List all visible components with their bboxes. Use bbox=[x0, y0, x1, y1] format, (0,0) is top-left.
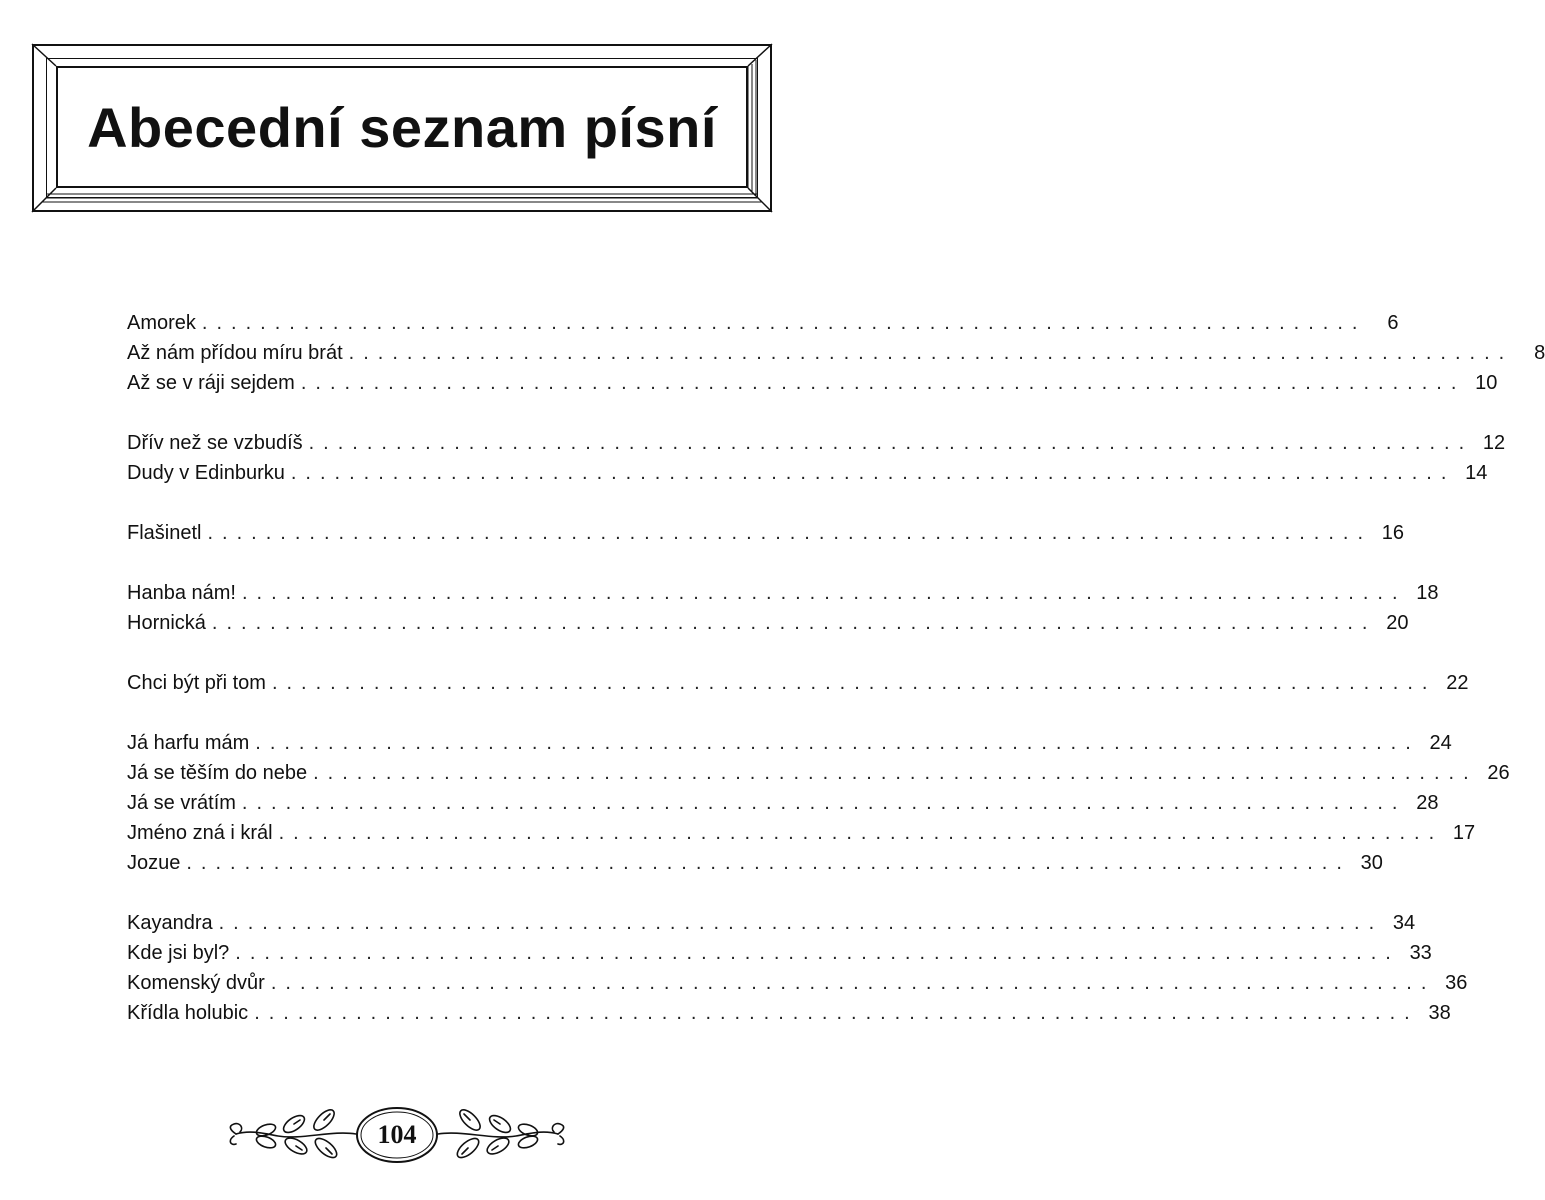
toc-group bbox=[127, 668, 1469, 698]
dot-leader: ................................................................................ bbox=[254, 1002, 1419, 1024]
song-page-number: 6 bbox=[1387, 312, 1399, 334]
dot-leader: ................................................................................ bbox=[218, 912, 1384, 934]
song-page-number: 17 bbox=[1452, 822, 1476, 844]
song-title: Já se těším do nebe bbox=[127, 762, 308, 784]
song-page-number: 8 bbox=[1534, 342, 1545, 364]
toc-entry bbox=[127, 818, 1476, 848]
toc-entry bbox=[127, 728, 1452, 758]
song-title: Jozue bbox=[127, 852, 181, 874]
song-title: Kayandra bbox=[127, 912, 213, 934]
toc-entry bbox=[127, 308, 1399, 338]
dot-leader: ................................................................................ bbox=[300, 372, 1466, 394]
song-page-number: 30 bbox=[1360, 852, 1383, 874]
dot-leader: ................................................................................ bbox=[201, 312, 1367, 334]
toc-entry bbox=[127, 908, 1416, 938]
toc-entry bbox=[127, 848, 1383, 878]
song-title: Jméno zná i král bbox=[127, 822, 273, 844]
dot-leader: ................................................................................ bbox=[270, 972, 1436, 994]
song-page-number: 36 bbox=[1445, 972, 1468, 994]
toc-entry bbox=[127, 938, 1432, 968]
toc-entry bbox=[127, 578, 1439, 608]
song-page-number: 16 bbox=[1381, 522, 1405, 544]
song-title: Dudy v Edinburku bbox=[127, 462, 285, 484]
dot-leader: ................................................................................ bbox=[308, 432, 1474, 454]
song-title: Já harfu mám bbox=[127, 732, 250, 754]
song-title: Komenský dvůr bbox=[127, 972, 265, 994]
toc-entry bbox=[127, 458, 1488, 488]
toc-entry bbox=[127, 668, 1469, 698]
song-title: Hornická bbox=[127, 612, 206, 634]
song-page-number: 12 bbox=[1482, 432, 1506, 454]
dot-leader: ................................................................................ bbox=[278, 822, 1444, 844]
toc-entry bbox=[127, 608, 1409, 638]
dot-leader: ................................................................................ bbox=[290, 462, 1456, 484]
toc-entry bbox=[127, 368, 1498, 398]
song-page-number: 26 bbox=[1487, 762, 1510, 784]
page-title: Abecední seznam písní bbox=[87, 95, 717, 159]
toc-group bbox=[127, 578, 1439, 638]
song-page-number: 28 bbox=[1416, 792, 1439, 814]
toc-group bbox=[127, 308, 1545, 398]
song-page-number: 10 bbox=[1475, 372, 1498, 394]
toc-entry bbox=[127, 998, 1451, 1028]
song-title: Až nám přídou míru brát bbox=[127, 342, 343, 364]
dot-leader: ................................................................................ bbox=[255, 732, 1420, 754]
song-page-number: 14 bbox=[1465, 462, 1488, 484]
toc-entry bbox=[127, 518, 1405, 548]
dot-leader: ................................................................................ bbox=[348, 342, 1514, 364]
toc-group bbox=[127, 518, 1405, 548]
song-title: Křídla holubic bbox=[127, 1002, 249, 1024]
song-page-number: 24 bbox=[1429, 732, 1452, 754]
dot-leader: ................................................................................ bbox=[235, 942, 1400, 964]
toc-entry bbox=[127, 338, 1545, 368]
toc-group bbox=[127, 908, 1468, 1028]
song-title: Chci být při tom bbox=[127, 672, 266, 694]
dot-leader: ................................................................................ bbox=[211, 612, 1377, 634]
toc-entry bbox=[127, 428, 1506, 458]
song-page-number: 18 bbox=[1416, 582, 1439, 604]
song-title: Až se v ráji sejdem bbox=[127, 372, 295, 394]
song-page-number: 22 bbox=[1446, 672, 1469, 694]
toc-group bbox=[127, 428, 1506, 488]
dot-leader: ................................................................................ bbox=[186, 852, 1351, 874]
dot-leader: ................................................................................ bbox=[313, 762, 1478, 784]
dot-leader: ................................................................................ bbox=[271, 672, 1437, 694]
title-frame-inner bbox=[56, 66, 748, 188]
song-page-number: 33 bbox=[1409, 942, 1432, 964]
page-number: 104 bbox=[377, 1120, 417, 1149]
song-title: Já se vrátím bbox=[127, 792, 236, 814]
song-page-number: 34 bbox=[1392, 912, 1416, 934]
song-title: Hanba nám! bbox=[127, 582, 236, 604]
song-title: Kde jsi byl? bbox=[127, 942, 230, 964]
song-title: Amorek bbox=[127, 312, 196, 334]
song-title: Dřív než se vzbudíš bbox=[127, 432, 303, 454]
toc-group bbox=[127, 728, 1510, 878]
toc-entry bbox=[127, 758, 1510, 788]
toc-entry bbox=[127, 968, 1468, 998]
song-page-number: 38 bbox=[1428, 1002, 1451, 1024]
song-title: Flašinetl bbox=[127, 522, 202, 544]
toc-entry bbox=[127, 788, 1439, 818]
dot-leader: ................................................................................ bbox=[241, 582, 1407, 604]
dot-leader: ................................................................................ bbox=[207, 522, 1373, 544]
song-page-number: 20 bbox=[1386, 612, 1409, 634]
song-index bbox=[127, 308, 1545, 1058]
dot-leader: ................................................................................ bbox=[241, 792, 1407, 814]
